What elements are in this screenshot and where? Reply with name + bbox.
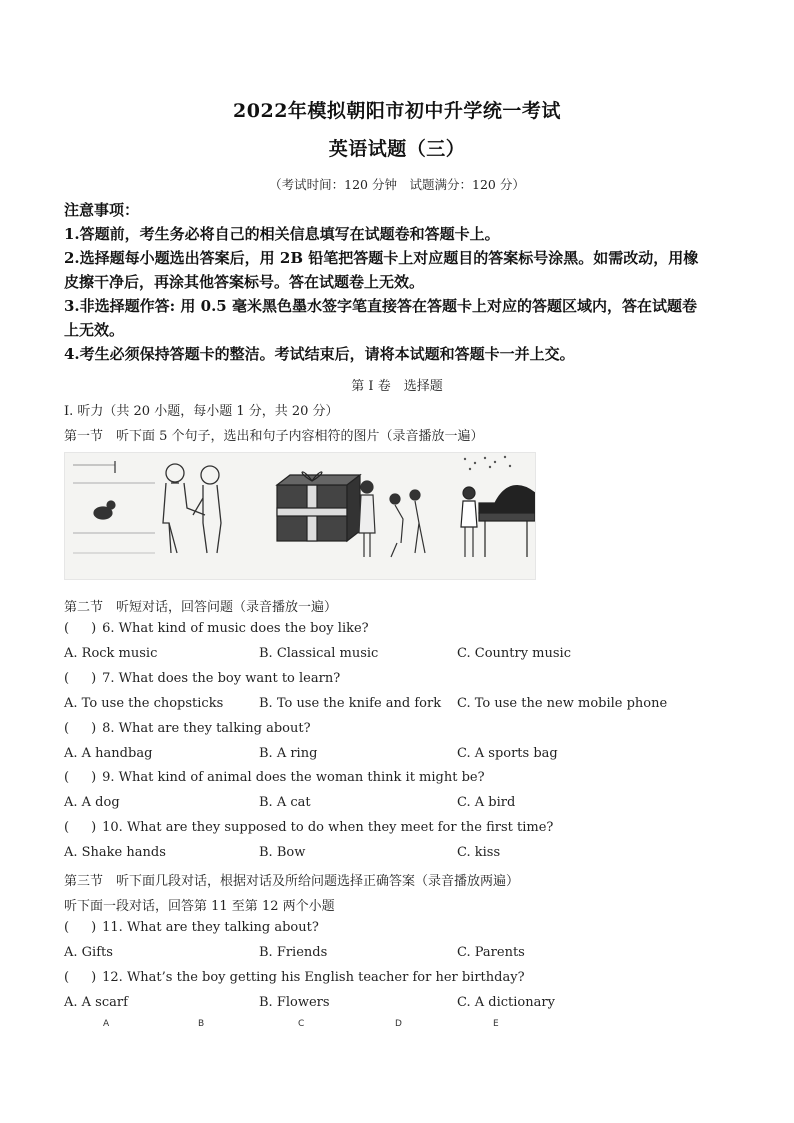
section-three-instruction: 第三节 听下面几段对话，根据对话及所给问题选择正确答案（录音播放两遍） bbox=[64, 874, 520, 889]
option-a: A. Shake hands bbox=[64, 845, 166, 860]
answer-paren-close: ) bbox=[91, 770, 97, 785]
option-b: B. Flowers bbox=[259, 995, 330, 1010]
option-c: C. A bird bbox=[457, 795, 516, 810]
question-text: 12. What’s the boy getting his English teacher for her birthday? bbox=[102, 970, 525, 985]
option-b: B. Classical music bbox=[259, 646, 379, 661]
question-7 bbox=[64, 671, 340, 686]
exam-title: 2022年模拟朝阳市初中升学统一考试 bbox=[233, 100, 561, 122]
answer-paren-close: ) bbox=[91, 671, 97, 686]
option-b: B. Friends bbox=[259, 945, 328, 960]
answer-paren-close: ) bbox=[91, 920, 97, 935]
question-9 bbox=[64, 770, 485, 785]
question-text: 6. What kind of music does the boy like? bbox=[102, 621, 369, 636]
picture-e bbox=[461, 456, 535, 557]
option-a: A. To use the chopsticks bbox=[64, 696, 224, 711]
option-c: C. Country music bbox=[457, 646, 571, 661]
answer-paren-open: ( bbox=[64, 920, 70, 935]
picture-b bbox=[163, 464, 221, 553]
option-a: A. A handbag bbox=[64, 746, 153, 761]
option-c: C. To use the new mobile phone bbox=[457, 696, 668, 711]
picture-label: B bbox=[198, 1019, 205, 1029]
option-a: A. A scarf bbox=[64, 995, 128, 1010]
note-line: 皮擦干净后，再涂其他答案标号。答在试题卷上无效。 bbox=[64, 273, 425, 291]
picture-a bbox=[73, 461, 155, 553]
answer-paren-close: ) bbox=[91, 970, 97, 985]
question-text: 7. What does the boy want to learn? bbox=[102, 671, 341, 686]
picture-label: D bbox=[395, 1019, 402, 1029]
exam-info: （考试时间：120 分钟 试题满分：120 分） bbox=[269, 177, 525, 192]
question-text: 8. What are they talking about? bbox=[102, 721, 311, 736]
option-c: C. kiss bbox=[457, 845, 501, 860]
exam-subtitle: 英语试题（三） bbox=[328, 138, 466, 160]
option-a: A. A dog bbox=[64, 795, 120, 810]
option-c: C. A sports bag bbox=[457, 746, 558, 761]
note-line: 4.考生必须保持答题卡的整洁。考试结束后，请将本试题和答题卡一并上交。 bbox=[64, 345, 575, 363]
note-line: 3.非选择题作答: 用 0.5 毫米黑色墨水签字笔直接答在答题卡上对应的答题区域内，答在试题卷 bbox=[64, 297, 697, 315]
option-c: C. A dictionary bbox=[457, 995, 555, 1010]
question-text: 10. What are they supposed to do when they meet for the first time? bbox=[102, 820, 554, 835]
picture-d bbox=[359, 481, 425, 557]
answer-paren-open: ( bbox=[64, 970, 70, 985]
question-8 bbox=[64, 721, 311, 736]
picture-c bbox=[277, 472, 360, 541]
notes-heading: 注意事项： bbox=[64, 201, 140, 219]
note-line: 1.答题前，考生务必将自己的相关信息填写在试题卷和答题卡上。 bbox=[64, 225, 500, 243]
listening-section-title: I. 听力（共 20 小题，每小题 1 分，共 20 分） bbox=[64, 404, 339, 419]
section-two-instruction: 第二节 听短对话，回答问题（录音播放一遍） bbox=[64, 600, 338, 615]
section-one-instruction: 第一节 听下面 5 个句子，选出和句子内容相符的图片（录音播放一遍） bbox=[64, 429, 484, 444]
option-c: C. Parents bbox=[457, 945, 525, 960]
question-6 bbox=[64, 621, 369, 636]
question-12 bbox=[64, 970, 525, 985]
answer-paren-open: ( bbox=[64, 671, 70, 686]
section-three-subinstruction: 听下面一段对话，回答第 11 至第 12 两个小题 bbox=[64, 899, 335, 914]
answer-paren-open: ( bbox=[64, 770, 70, 785]
note-line: 上无效。 bbox=[64, 321, 125, 339]
option-a: A. Rock music bbox=[64, 646, 158, 661]
picture-label: E bbox=[493, 1019, 499, 1029]
option-a: A. Gifts bbox=[64, 945, 113, 960]
picture-label: C bbox=[298, 1019, 305, 1029]
question-text: 9. What kind of animal does the woman think it might be? bbox=[102, 770, 485, 785]
option-b: B. A ring bbox=[259, 746, 318, 761]
picture-label: A bbox=[103, 1019, 110, 1029]
answer-paren-open: ( bbox=[64, 721, 70, 736]
question-text: 11. What are they talking about? bbox=[102, 920, 319, 935]
answer-paren-open: ( bbox=[64, 621, 70, 636]
note-line: 2.选择题每小题选出答案后，用 2B 铅笔把答题卡上对应题目的答案标号涂黑。如需改动，用橡 bbox=[64, 249, 699, 267]
option-b: B. A cat bbox=[259, 795, 311, 810]
answer-paren-close: ) bbox=[91, 621, 97, 636]
answer-paren-close: ) bbox=[91, 721, 97, 736]
question-11 bbox=[64, 920, 319, 935]
pictures-illustration bbox=[65, 453, 535, 579]
option-b: B. Bow bbox=[259, 845, 306, 860]
part-heading: 第 I 卷 选择题 bbox=[351, 379, 443, 394]
answer-paren-open: ( bbox=[64, 820, 70, 835]
option-b: B. To use the knife and fork bbox=[259, 696, 442, 711]
question-10 bbox=[64, 820, 553, 835]
notes-block bbox=[64, 198, 734, 366]
answer-paren-close: ) bbox=[91, 820, 97, 835]
